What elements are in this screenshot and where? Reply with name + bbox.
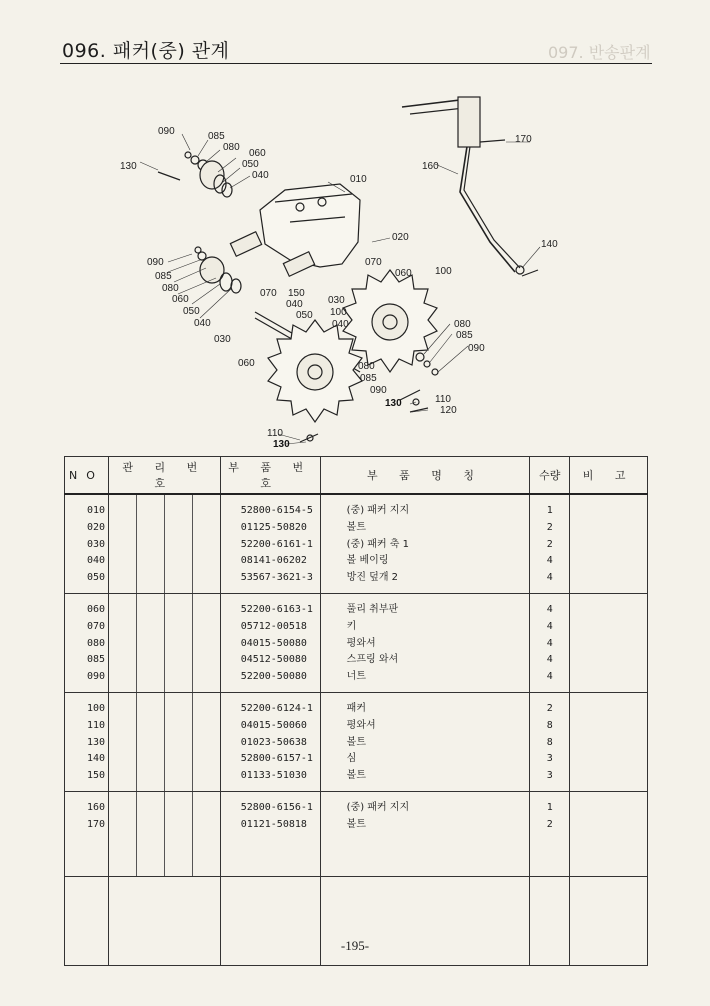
table-group xyxy=(65,692,648,791)
table-group xyxy=(65,593,648,692)
label-170: 170 xyxy=(515,134,532,145)
cell-qty: 8 xyxy=(546,736,553,748)
washer-085 xyxy=(191,156,199,164)
label-090: 090 xyxy=(158,126,175,137)
cell-part-name: 볼트 xyxy=(346,818,366,830)
cell-no: 060 xyxy=(87,603,106,615)
cell-qty: 4 xyxy=(546,671,553,683)
cell-no: 090 xyxy=(87,671,106,683)
bolt-130 xyxy=(158,172,180,180)
label-090: 090 xyxy=(468,343,485,354)
label-160: 160 xyxy=(422,161,439,172)
label-040: 040 xyxy=(286,299,303,310)
cell-mgmt xyxy=(108,791,220,876)
washer-080c xyxy=(416,353,424,361)
cell-part-name: (중) 패커 지지 xyxy=(346,801,410,813)
cell-qty: 2 xyxy=(546,538,553,550)
bolt-170 xyxy=(480,140,505,142)
cell-qty: 3 xyxy=(546,770,553,782)
cell-qty: 4 xyxy=(546,654,553,666)
cell-part-name: 볼트 xyxy=(346,770,366,782)
col-header-no: NO xyxy=(65,457,109,495)
bearing-040b xyxy=(231,279,241,293)
label-090: 090 xyxy=(147,257,164,268)
cell-part-no: 52800-6157-1 xyxy=(240,753,313,765)
cell-qty: 4 xyxy=(546,620,553,632)
cell-part-name: 볼트 xyxy=(346,736,366,748)
cell-qty: 4 xyxy=(546,637,553,649)
cell-no: 150 xyxy=(87,770,106,782)
label-080: 080 xyxy=(223,142,240,153)
cell-qty: 4 xyxy=(546,555,553,567)
label-060: 060 xyxy=(395,268,412,279)
table-group xyxy=(65,791,648,876)
label-030: 030 xyxy=(214,334,231,345)
label-085: 085 xyxy=(456,330,473,341)
cell-part-name: (중) 패커 축 1 xyxy=(346,538,409,550)
label-100: 100 xyxy=(435,266,452,277)
cell-no: 010 xyxy=(87,505,106,516)
cell-remarks xyxy=(570,494,648,593)
label-080: 080 xyxy=(454,319,471,330)
washer-085b xyxy=(198,252,206,260)
label-020: 020 xyxy=(392,232,409,243)
washer-085c xyxy=(424,361,430,367)
cell-part-no: 04512-50080 xyxy=(240,654,307,666)
label-010: 010 xyxy=(350,174,367,185)
page-title: 096. 패커(중) 관계 xyxy=(62,40,230,62)
cell-no: 085 xyxy=(87,654,106,666)
cell-part-name: 볼트 xyxy=(346,521,366,533)
cover-050b xyxy=(220,273,232,291)
cell-part-name: 심 xyxy=(346,753,357,765)
cell-qty: 4 xyxy=(546,603,553,615)
cell-no: 080 xyxy=(87,637,106,649)
cell-part-name: 방진 덮개 2 xyxy=(346,572,399,584)
bolt-130b xyxy=(400,390,420,400)
arm-clamp xyxy=(458,97,480,147)
label-030: 030 xyxy=(328,295,345,306)
page-number: -195- xyxy=(340,938,370,953)
cell-qty: 4 xyxy=(546,572,553,584)
cell-no: 030 xyxy=(87,538,106,550)
cell-part-no: 01125-50820 xyxy=(240,521,307,533)
label-060: 060 xyxy=(172,294,189,305)
parts-table xyxy=(64,456,648,966)
label-050: 050 xyxy=(242,159,259,170)
cell-no: 100 xyxy=(87,702,106,714)
cell-part-name: 평와셔 xyxy=(346,637,376,649)
exploded-parts-diagram xyxy=(60,72,660,454)
label-080: 080 xyxy=(358,361,375,372)
cell-no: 160 xyxy=(87,801,106,813)
cell-part-name: 평와셔 xyxy=(346,719,376,731)
cell-part-no: 05712-00518 xyxy=(240,620,307,632)
cell-part-name: 패커 xyxy=(346,702,366,714)
cell-part-name: (중) 패커 지지 xyxy=(346,505,410,516)
cell-remarks xyxy=(570,791,648,876)
cell-part-name: 키 xyxy=(346,620,357,632)
label-110: 110 xyxy=(267,428,283,439)
cell-no: 140 xyxy=(87,753,106,765)
label-130: 130 xyxy=(273,439,290,450)
nut-090c xyxy=(432,369,438,375)
cell-remarks xyxy=(570,692,648,791)
bearing-040 xyxy=(222,183,232,197)
cell-part-no: 08141-06202 xyxy=(240,555,307,567)
label-040: 040 xyxy=(332,319,349,330)
cell-remarks xyxy=(570,593,648,692)
cell-no: 110 xyxy=(87,719,106,731)
cell-qty: 1 xyxy=(546,505,553,516)
col-header-part-no: 부 품 번 호 xyxy=(220,457,320,495)
cell-mgmt xyxy=(108,494,220,593)
cell-no: 070 xyxy=(87,620,106,632)
cell-part-no: 52200-50080 xyxy=(240,671,307,683)
cell-part-no: 01121-50818 xyxy=(240,818,307,830)
label-040: 040 xyxy=(252,170,269,181)
cell-mgmt xyxy=(108,692,220,791)
cell-part-name: 볼 베이링 xyxy=(346,555,389,567)
label-070: 070 xyxy=(365,257,382,268)
cell-no: 130 xyxy=(87,736,106,748)
cell-part-no: 04015-50080 xyxy=(240,637,307,649)
col-header-remarks: 비 고 xyxy=(570,457,648,495)
cell-no: 170 xyxy=(87,818,106,830)
cell-qty: 2 xyxy=(546,702,553,714)
cell-no: 040 xyxy=(87,555,106,567)
label-090: 090 xyxy=(370,385,387,396)
table-group xyxy=(65,494,648,593)
label-085: 085 xyxy=(208,131,225,142)
cell-qty: 1 xyxy=(546,801,553,813)
col-header-mgmt-no: 관 리 번 호 xyxy=(108,457,220,495)
label-085: 085 xyxy=(360,373,377,384)
cell-part-name: 풀리 취부판 xyxy=(346,603,399,615)
cell-mgmt xyxy=(108,593,220,692)
cell-part-no: 52200-6161-1 xyxy=(240,538,313,550)
cell-part-no: 52200-6124-1 xyxy=(240,702,313,714)
label-140: 140 xyxy=(541,239,558,250)
label-050: 050 xyxy=(183,306,200,317)
cell-qty: 8 xyxy=(546,719,553,731)
label-110: 110 xyxy=(435,394,451,405)
packer-wheel-left xyxy=(268,320,362,422)
nut-090 xyxy=(185,152,191,158)
cell-part-no: 01023-50638 xyxy=(240,736,307,748)
cell-qty: 2 xyxy=(546,818,553,830)
ghost-title: 097. 반송판계 xyxy=(548,43,651,62)
title-rule xyxy=(60,63,652,64)
label-060: 060 xyxy=(238,358,255,369)
cell-part-no: 52800-6154-5 xyxy=(240,505,313,516)
cell-part-no: 01133-51030 xyxy=(240,770,307,782)
label-080: 080 xyxy=(162,283,179,294)
cell-part-name: 스프링 와셔 xyxy=(346,654,399,666)
cell-part-no: 04015-50060 xyxy=(240,719,307,731)
bracket-mount-left xyxy=(230,232,261,257)
label-060: 060 xyxy=(249,148,266,159)
col-header-part-name: 부 품 명 칭 xyxy=(320,457,530,495)
cell-part-no: 53567-3621-3 xyxy=(240,572,313,584)
col-header-qty: 수량 xyxy=(530,457,570,495)
cell-no: 050 xyxy=(87,572,106,584)
cell-qty: 3 xyxy=(546,753,553,765)
cell-part-no: 52200-6163-1 xyxy=(240,603,313,615)
label-070: 070 xyxy=(260,288,277,299)
label-130: 130 xyxy=(385,398,402,409)
label-120: 120 xyxy=(440,405,457,416)
cell-part-no: 52800-6156-1 xyxy=(240,801,313,813)
cell-qty: 2 xyxy=(546,521,553,533)
label-085: 085 xyxy=(155,271,172,282)
label-040: 040 xyxy=(194,318,211,329)
label-100: 100 xyxy=(330,307,347,318)
diagram-svg xyxy=(60,72,660,454)
label-150: 150 xyxy=(288,288,305,299)
cell-part-name: 너트 xyxy=(346,671,366,683)
cell-no: 020 xyxy=(87,521,106,533)
label-130: 130 xyxy=(120,161,137,172)
label-050: 050 xyxy=(296,310,313,321)
table-header-row xyxy=(65,457,648,495)
